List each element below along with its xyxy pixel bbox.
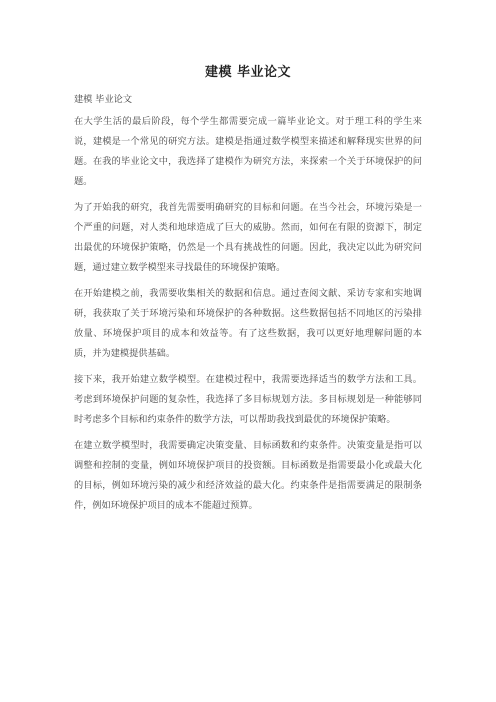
paragraph-2: 为了开始我的研究，我首先需要明确研究的目标和问题。在当今社会，环境污染是一个严重的问题，对人类和地球造成了巨大的威胁。然而，如何在有限的资源下，制定出最优的环境保护策略，仍然是一个具有挑战性的问题。因此，我决定以此为研究问题，通过建立数学模型来寻找最佳的环境保护策略。 <box>74 202 422 273</box>
paragraph-3: 在开始建模之前，我需要收集相关的数据和信息。通过查阅文献、采访专家和实地调研，我获取了关于环境污染和环境保护的各种数据。这些数据包括不同地区的污染排放量、环境保护项目的成本和效益等。有了这些数据，我可以更好地理解问题的本质，并为建模提供基础。 <box>74 288 422 359</box>
paragraph-1: 在大学生活的最后阶段，每个学生都需要完成一篇毕业论文。对于理工科的学生来说，建模是一个常见的研究方法。建模是指通过数学模型来描述和解释现实世界的问题。在我的毕业论文中，我选择了建模作为研究方法，来探索一个关于环境保护的问题。 <box>74 116 422 187</box>
paragraph-5: 在建立数学模型时，我需要确定决策变量、目标函数和约束条件。决策变量是指可以调整和控制的变量，例如环境保护项目的投资额。目标函数是指需要最小化或最大化的目标，例如环境污染的减少和经济效益的最大化。约束条件是指需要满足的限制条件，例如环境保护项目的成本不能超过预算。 <box>74 440 422 511</box>
document-title: 建模 毕业论文 <box>204 65 292 80</box>
paragraph-4: 接下来，我开始建立数学模型。在建模过程中，我需要选择适当的数学方法和工具。考虑到环境保护问题的复杂性，我选择了多目标规划方法。多目标规划是一种能够同时考虑多个目标和约束条件的数学方法，可以帮助我找到最优的环境保护策略。 <box>74 374 422 425</box>
document-subtitle: 建模 毕业论文 <box>74 94 133 105</box>
